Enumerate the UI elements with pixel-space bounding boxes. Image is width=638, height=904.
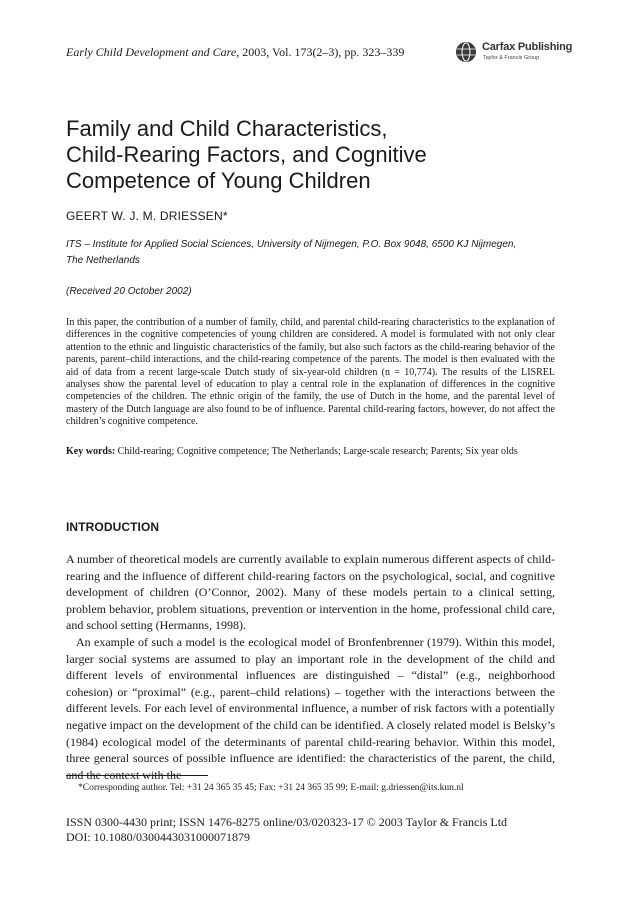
journal-citation: , 2003, Vol. 173(2–3), pp. 323–339 <box>236 45 405 59</box>
introduction-body <box>66 551 555 783</box>
journal-header <box>66 44 466 60</box>
issn-line: ISSN 0300-4430 print; ISSN 1476-8275 online/03/020323-17 © 2003 Taylor & Francis Ltd <box>66 815 508 829</box>
keywords-label: Key words: <box>66 446 116 457</box>
title-line: Competence of Young Children <box>66 168 371 193</box>
issn-block <box>66 815 566 845</box>
author-affiliation <box>66 237 566 269</box>
footnote-divider <box>66 775 208 776</box>
title-line: Child-Rearing Factors, and Cognitive <box>66 142 427 167</box>
publisher-subtitle: Taylor & Francis Group <box>483 55 540 61</box>
title-line: Family and Child Characteristics, <box>66 116 388 141</box>
publisher-name: Carfax Publishing <box>482 41 573 53</box>
journal-name: Early Child Development and Care <box>66 45 237 59</box>
affiliation-line: The Netherlands <box>66 255 140 266</box>
affiliation-line: ITS – Institute for Applied Social Sciences, University of Nijmegen, P.O. Box 9048, 6500 KJ Nijmegen, <box>66 239 517 250</box>
section-heading: INTRODUCTION <box>66 520 160 534</box>
keywords-text: Child-rearing; Cognitive competence; The Netherlands; Large-scale research; Parents; Six year olds <box>115 446 518 457</box>
footnote: *Corresponding author. Tel: +31 24 365 35 45; Fax: +31 24 365 35 99; E-mail: g.driessen@its.kun.nl <box>78 783 464 793</box>
article-title <box>66 116 566 194</box>
paragraph: A number of theoretical models are currently available to explain numerous different aspects of child-rearing and the influence of different child-rearing factors on the psychological, social, and cognitive development of children (O’Connor, 2002). Many of these models pertain to a clinical setting, problem behavior, problem situations, prevention or intervention in the home, professional child care, and school setting (Hermanns, 1998). <box>66 552 555 633</box>
received-date: (Received 20 October 2002) <box>66 286 192 297</box>
abstract: In this paper, the contribution of a number of family, child, and parental child-rearing characteristics to the explanation of differences in the cognitive competencies of young children are considered. A model is formulated with not only clear attention to the ethnic and linguistic characteristics of the family, but also such factors as the child-rearing behavior of the parents, parent–child interactions, and the child-rearing competence of the parents. The model is then evaluated with the aid of data from a recent large-scale Dutch study of six-year-old children (n = 10,774). The results of the LISREL analyses show the parental level of education to play a central role in the explanation of differences in the cognitive competencies of the children. The ethnic origin of the family, the use of Dutch in the home, and the parental level of mastery of the Dutch language are also found to be of influence. Parental child-rearing factors, however, do not affect the children’s cognitive competence. <box>66 317 555 428</box>
carfax-logo-icon <box>455 41 477 63</box>
publisher-block <box>455 39 585 67</box>
author-name: GEERT W. J. M. DRIESSEN* <box>66 209 228 223</box>
paragraph: An example of such a model is the ecological model of Bronfenbrenner (1979). Within this model, larger social systems are assumed to play an important role in the development of the child and different levels of environmental influences are distinguished – “distal” (e.g., neighborhood cohesion) or “proximal” (e.g., parent–child relations) – together with the interactions between the different levels. For each level of environmental influence, a number of risk factors with a potentially negative impact on the development of the child can be identified. A closely related model is Belsky’s (1984) ecological model of the determinants of parental child-rearing behavior. Within this model, three general sources of possible influence are identified: the characteristics of the parent, the child, and the context with the <box>66 634 555 782</box>
keywords <box>66 445 555 458</box>
doi-line: DOI: 10.1080/0300443031000071879 <box>66 830 250 844</box>
